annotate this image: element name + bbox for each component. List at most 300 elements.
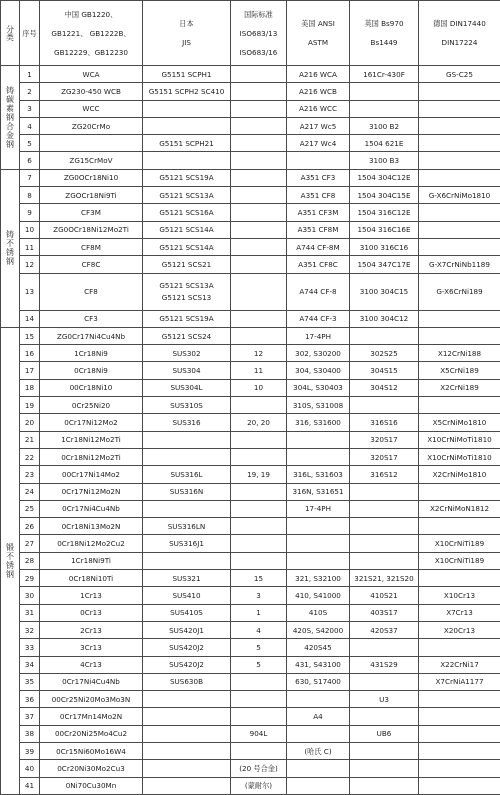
category-cell: 铸碳素钢合金钢 <box>1 66 20 170</box>
japan-grade: G5121 SCS16A <box>143 204 231 221</box>
iso-grade: 1 <box>231 604 287 621</box>
table-row <box>1 742 500 759</box>
usa-grade: 17-4PH <box>287 500 350 517</box>
china-grade: 1Cr18Ni9Ti <box>40 552 143 569</box>
row-number: 6 <box>20 152 40 169</box>
iso-grade: 11 <box>231 362 287 379</box>
table-row <box>1 83 500 100</box>
usa-grade: (哈氏 C) <box>287 742 350 759</box>
usa-grade: 316N, S31651 <box>287 483 350 500</box>
table-row <box>1 152 500 169</box>
iso-grade <box>231 500 287 517</box>
japan-grade: SUS630B <box>143 673 231 690</box>
usa-grade: 630, S17400 <box>287 673 350 690</box>
china-grade: ZG20CrMo <box>40 117 143 134</box>
table-row <box>1 169 500 186</box>
japan-grade: SUS302 <box>143 345 231 362</box>
usa-grade: 431, S43100 <box>287 656 350 673</box>
usa-grade <box>287 725 350 742</box>
germany-grade <box>419 152 500 169</box>
japan-grade: SUS420J2 <box>143 639 231 656</box>
iso-grade: 10 <box>231 379 287 396</box>
japan-grade <box>143 742 231 759</box>
japan-grade <box>143 100 231 117</box>
china-grade: 1Cr18Ni12Mo2Ti <box>40 431 143 448</box>
china-grade: 0Cr13 <box>40 604 143 621</box>
uk-grade <box>350 397 419 414</box>
usa-grade <box>287 691 350 708</box>
row-number: 38 <box>20 725 40 742</box>
header-uk: 英国 Bs970 Bs1449 <box>350 1 419 66</box>
uk-grade: 1504 304C15E <box>350 187 419 204</box>
row-number: 19 <box>20 397 40 414</box>
usa-grade: A744 CF-3 <box>287 310 350 327</box>
row-number: 15 <box>20 327 40 344</box>
row-number: 24 <box>20 483 40 500</box>
row-number: 20 <box>20 414 40 431</box>
japan-grade: SUS310S <box>143 397 231 414</box>
china-grade: CF3M <box>40 204 143 221</box>
usa-grade <box>287 760 350 777</box>
japan-grade <box>143 431 231 448</box>
china-grade: 4Cr13 <box>40 656 143 673</box>
china-grade: 0Cr18Ni9 <box>40 362 143 379</box>
uk-grade: 1504 316C12E <box>350 204 419 221</box>
germany-grade <box>419 204 500 221</box>
usa-grade <box>287 552 350 569</box>
iso-grade <box>231 256 287 273</box>
japan-grade <box>143 152 231 169</box>
row-number: 9 <box>20 204 40 221</box>
iso-grade <box>231 483 287 500</box>
table-row <box>1 691 500 708</box>
uk-grade <box>350 100 419 117</box>
uk-grade: 403S17 <box>350 604 419 621</box>
header-seq: 序号 <box>20 1 40 66</box>
usa-grade: 321, S32100 <box>287 570 350 587</box>
table-row <box>1 362 500 379</box>
table-row <box>1 256 500 273</box>
header-china: 中国 GB1220、 GB1221、 GB1222B、 GB12229、GB12230 <box>40 1 143 66</box>
japan-grade: G5121 SCS13A G5121 SCS13 <box>143 273 231 310</box>
usa-grade: 304, S30400 <box>287 362 350 379</box>
usa-grade: 17-4PH <box>287 327 350 344</box>
row-number: 14 <box>20 310 40 327</box>
germany-grade: X10CrNiTi189 <box>419 552 500 569</box>
iso-grade <box>231 518 287 535</box>
china-grade: ZG0OCr18Ni10 <box>40 169 143 186</box>
iso-grade <box>231 221 287 238</box>
uk-grade <box>350 535 419 552</box>
iso-grade <box>231 708 287 725</box>
row-number: 17 <box>20 362 40 379</box>
germany-grade <box>419 777 500 794</box>
iso-grade: 12 <box>231 345 287 362</box>
japan-grade: SUS304L <box>143 379 231 396</box>
japan-grade <box>143 725 231 742</box>
table-row <box>1 535 500 552</box>
row-number: 11 <box>20 238 40 255</box>
usa-grade <box>287 777 350 794</box>
uk-grade <box>350 639 419 656</box>
uk-grade: U3 <box>350 691 419 708</box>
table-row <box>1 708 500 725</box>
row-number: 18 <box>20 379 40 396</box>
uk-grade <box>350 673 419 690</box>
uk-grade <box>350 500 419 517</box>
uk-grade: 320S17 <box>350 448 419 465</box>
iso-grade <box>231 552 287 569</box>
japan-grade <box>143 500 231 517</box>
usa-grade <box>287 448 350 465</box>
row-number: 23 <box>20 466 40 483</box>
header-germany: 德国 DIN17440 DIN17224 <box>419 1 500 66</box>
table-row <box>1 483 500 500</box>
china-grade: 0Cr18Ni10Ti <box>40 570 143 587</box>
row-number: 10 <box>20 221 40 238</box>
japan-grade: G5121 SCS13A <box>143 187 231 204</box>
germany-grade <box>419 691 500 708</box>
usa-grade: 304L, S30403 <box>287 379 350 396</box>
usa-grade: 316, S31600 <box>287 414 350 431</box>
iso-grade <box>231 273 287 310</box>
germany-grade: X7CrNiA1177 <box>419 673 500 690</box>
germany-grade <box>419 100 500 117</box>
japan-grade <box>143 117 231 134</box>
japan-grade <box>143 708 231 725</box>
iso-grade <box>231 742 287 759</box>
usa-grade <box>287 152 350 169</box>
china-grade: CF3 <box>40 310 143 327</box>
uk-grade <box>350 777 419 794</box>
row-number: 1 <box>20 66 40 83</box>
china-grade: 0Cr25Ni20 <box>40 397 143 414</box>
japan-grade <box>143 552 231 569</box>
japan-grade: G5151 SCPH2 SC410 <box>143 83 231 100</box>
germany-grade <box>419 570 500 587</box>
germany-grade: X5CrNiMo1810 <box>419 414 500 431</box>
china-grade: 00Cr17Ni14Mo2 <box>40 466 143 483</box>
uk-grade <box>350 518 419 535</box>
uk-grade <box>350 83 419 100</box>
germany-grade: X10CrNiMoTi1810 <box>419 448 500 465</box>
germany-grade: X10CrNiMoTi1810 <box>419 431 500 448</box>
table-row <box>1 100 500 117</box>
china-grade: ZG0OCr18Ni12Mo2Ti <box>40 221 143 238</box>
uk-grade: 316S12 <box>350 466 419 483</box>
iso-grade: 19, 19 <box>231 466 287 483</box>
japan-grade: G5151 SCPH21 <box>143 135 231 152</box>
row-number: 2 <box>20 83 40 100</box>
germany-grade <box>419 397 500 414</box>
table-row <box>1 345 500 362</box>
japan-grade: G5121 SCS14A <box>143 221 231 238</box>
usa-grade: 410S <box>287 604 350 621</box>
row-number: 34 <box>20 656 40 673</box>
germany-grade <box>419 117 500 134</box>
row-number: 39 <box>20 742 40 759</box>
japan-grade: SUS316N <box>143 483 231 500</box>
china-grade: 1Cr18Ni9 <box>40 345 143 362</box>
china-grade: 0Cr17Mn14Mo2N <box>40 708 143 725</box>
china-grade: 0Cr17Ni12Mo2N <box>40 483 143 500</box>
iso-grade <box>231 431 287 448</box>
table-row <box>1 379 500 396</box>
row-number: 28 <box>20 552 40 569</box>
germany-grade <box>419 483 500 500</box>
germany-grade: X20Cr13 <box>419 621 500 638</box>
iso-grade <box>231 310 287 327</box>
uk-grade: 410S21 <box>350 587 419 604</box>
iso-grade <box>231 673 287 690</box>
uk-grade <box>350 483 419 500</box>
row-number: 16 <box>20 345 40 362</box>
uk-grade: 1504 316C16E <box>350 221 419 238</box>
china-grade: 2Cr13 <box>40 621 143 638</box>
table-row <box>1 656 500 673</box>
usa-grade: A217 Wc4 <box>287 135 350 152</box>
uk-grade: 320S17 <box>350 431 419 448</box>
china-grade <box>40 135 143 152</box>
germany-grade: X10Cr13 <box>419 587 500 604</box>
japan-grade: SUS410 <box>143 587 231 604</box>
japan-grade <box>143 691 231 708</box>
iso-grade <box>231 448 287 465</box>
table-row <box>1 725 500 742</box>
row-number: 21 <box>20 431 40 448</box>
row-number: 27 <box>20 535 40 552</box>
iso-grade: 15 <box>231 570 287 587</box>
table-row <box>1 777 500 794</box>
uk-grade: 161Cr-430F <box>350 66 419 83</box>
uk-grade: 3100 B2 <box>350 117 419 134</box>
usa-grade: A744 CF-8M <box>287 238 350 255</box>
uk-grade: 3100 B3 <box>350 152 419 169</box>
table-row <box>1 587 500 604</box>
germany-grade <box>419 310 500 327</box>
table-header <box>1 1 500 66</box>
china-grade: CF8C <box>40 256 143 273</box>
row-number: 41 <box>20 777 40 794</box>
iso-grade <box>231 117 287 134</box>
japan-grade: SUS316 <box>143 414 231 431</box>
japan-grade: SUS420J2 <box>143 656 231 673</box>
usa-grade: A216 WCC <box>287 100 350 117</box>
iso-grade <box>231 327 287 344</box>
usa-grade: 410, S41000 <box>287 587 350 604</box>
table-row <box>1 639 500 656</box>
germany-grade: X22CrNi17 <box>419 656 500 673</box>
usa-grade: 420S45 <box>287 639 350 656</box>
row-number: 29 <box>20 570 40 587</box>
china-grade: CF8M <box>40 238 143 255</box>
japan-grade: SUS304 <box>143 362 231 379</box>
china-grade: WCC <box>40 100 143 117</box>
table-row <box>1 466 500 483</box>
table-row <box>1 273 500 310</box>
japan-grade <box>143 777 231 794</box>
row-number: 40 <box>20 760 40 777</box>
table-row <box>1 621 500 638</box>
table-row <box>1 187 500 204</box>
usa-grade: A216 WCA <box>287 66 350 83</box>
table-row <box>1 431 500 448</box>
row-number: 3 <box>20 100 40 117</box>
usa-grade: 316L, S31603 <box>287 466 350 483</box>
germany-grade <box>419 639 500 656</box>
iso-grade: 20, 20 <box>231 414 287 431</box>
iso-grade <box>231 187 287 204</box>
iso-grade <box>231 169 287 186</box>
japan-grade: SUS321 <box>143 570 231 587</box>
uk-grade: 1504 347C17E <box>350 256 419 273</box>
iso-grade <box>231 204 287 221</box>
usa-grade: A216 WCB <box>287 83 350 100</box>
table-row <box>1 66 500 83</box>
germany-grade: X5CrNi189 <box>419 362 500 379</box>
china-grade: 0Cr20Ni30Mo2Cu3 <box>40 760 143 777</box>
usa-grade <box>287 535 350 552</box>
germany-grade: G-X7CrNiNb1189 <box>419 256 500 273</box>
germany-grade <box>419 135 500 152</box>
china-grade: 00Cr18Ni10 <box>40 379 143 396</box>
table-row <box>1 552 500 569</box>
japan-grade: G5151 SCPH1 <box>143 66 231 83</box>
germany-grade <box>419 238 500 255</box>
row-number: 25 <box>20 500 40 517</box>
uk-grade: 304S15 <box>350 362 419 379</box>
japan-grade: G5121 SCS19A <box>143 310 231 327</box>
japan-grade <box>143 760 231 777</box>
germany-grade <box>419 169 500 186</box>
table-row <box>1 500 500 517</box>
china-grade: 00Cr25Ni20Mo3Mo3N <box>40 691 143 708</box>
uk-grade: UB6 <box>350 725 419 742</box>
china-grade: ZGOCr18Ni9Ti <box>40 187 143 204</box>
japan-grade: G5121 SCS24 <box>143 327 231 344</box>
uk-grade: 316S16 <box>350 414 419 431</box>
iso-grade: 904L <box>231 725 287 742</box>
row-number: 8 <box>20 187 40 204</box>
germany-grade: GS-C25 <box>419 66 500 83</box>
iso-grade <box>231 691 287 708</box>
usa-grade: 302, S30200 <box>287 345 350 362</box>
germany-grade: X2CrNi189 <box>419 379 500 396</box>
row-number: 36 <box>20 691 40 708</box>
usa-grade: A351 CF8C <box>287 256 350 273</box>
row-number: 32 <box>20 621 40 638</box>
germany-grade <box>419 327 500 344</box>
china-grade: 0Cr18Ni12Mo2Ti <box>40 448 143 465</box>
uk-grade: 321S21, 321S20 <box>350 570 419 587</box>
table-row <box>1 204 500 221</box>
china-grade: ZG230-450 WCB <box>40 83 143 100</box>
china-grade: 1Cr13 <box>40 587 143 604</box>
china-grade: 0Cr18Ni12Mo2Cu2 <box>40 535 143 552</box>
germany-grade <box>419 83 500 100</box>
table-row <box>1 135 500 152</box>
row-number: 22 <box>20 448 40 465</box>
iso-grade: 5 <box>231 639 287 656</box>
row-number: 37 <box>20 708 40 725</box>
japan-grade: SUS316J1 <box>143 535 231 552</box>
japan-grade <box>143 448 231 465</box>
china-grade: ZG0Cr17Ni4Cu4Nb <box>40 327 143 344</box>
iso-grade: (蒙耐尔) <box>231 777 287 794</box>
row-number: 5 <box>20 135 40 152</box>
row-number: 26 <box>20 518 40 535</box>
usa-grade: A351 CF3 <box>287 169 350 186</box>
iso-grade <box>231 100 287 117</box>
iso-grade <box>231 397 287 414</box>
uk-grade: 1504 304C12E <box>350 169 419 186</box>
header-japan: 日本 JIS <box>143 1 231 66</box>
germany-grade: G-X6CrNiMo1810 <box>419 187 500 204</box>
japan-grade: G5121 SCS14A <box>143 238 231 255</box>
row-number: 7 <box>20 169 40 186</box>
uk-grade: 3100 316C16 <box>350 238 419 255</box>
table-row <box>1 310 500 327</box>
table-row <box>1 238 500 255</box>
table-row <box>1 414 500 431</box>
iso-grade <box>231 66 287 83</box>
germany-grade: X2CrNiMo1810 <box>419 466 500 483</box>
china-grade: 00Cr20Ni25Mo4Cu2 <box>40 725 143 742</box>
uk-grade: 431S29 <box>350 656 419 673</box>
usa-grade: 420S, S42000 <box>287 621 350 638</box>
uk-grade: 302S25 <box>350 345 419 362</box>
uk-grade <box>350 327 419 344</box>
table-row <box>1 448 500 465</box>
germany-grade: G-X6CrNi189 <box>419 273 500 310</box>
table-row <box>1 221 500 238</box>
iso-grade: 3 <box>231 587 287 604</box>
category-cell: 锻不锈钢 <box>1 327 20 794</box>
header-usa: 美国 ANSI ASTM <box>287 1 350 66</box>
table-row <box>1 760 500 777</box>
usa-grade: A744 CF-8 <box>287 273 350 310</box>
usa-grade: 310S, S31008 <box>287 397 350 414</box>
usa-grade <box>287 518 350 535</box>
germany-grade: X7Cr13 <box>419 604 500 621</box>
japan-grade: G5121 SCS19A <box>143 169 231 186</box>
japan-grade: SUS420J1 <box>143 621 231 638</box>
uk-grade <box>350 552 419 569</box>
germany-grade <box>419 725 500 742</box>
germany-grade: X12CrNi188 <box>419 345 500 362</box>
uk-grade: 304S12 <box>350 379 419 396</box>
iso-grade <box>231 535 287 552</box>
row-number: 35 <box>20 673 40 690</box>
germany-grade: X2CrNiMoN1812 <box>419 500 500 517</box>
japan-grade: SUS410S <box>143 604 231 621</box>
row-number: 31 <box>20 604 40 621</box>
china-grade: 0Ni70Cu30Mn <box>40 777 143 794</box>
china-grade: 0Cr15Ni60Mo16W4 <box>40 742 143 759</box>
china-grade: 0Cr17Ni12Mo2 <box>40 414 143 431</box>
iso-grade <box>231 238 287 255</box>
uk-grade <box>350 708 419 725</box>
china-grade: ZG15CrMoV <box>40 152 143 169</box>
usa-grade: A217 Wc5 <box>287 117 350 134</box>
iso-grade <box>231 83 287 100</box>
row-number: 4 <box>20 117 40 134</box>
japan-grade: SUS316LN <box>143 518 231 535</box>
iso-grade <box>231 135 287 152</box>
china-grade: 3Cr13 <box>40 639 143 656</box>
japan-grade: SUS316L <box>143 466 231 483</box>
row-number: 33 <box>20 639 40 656</box>
